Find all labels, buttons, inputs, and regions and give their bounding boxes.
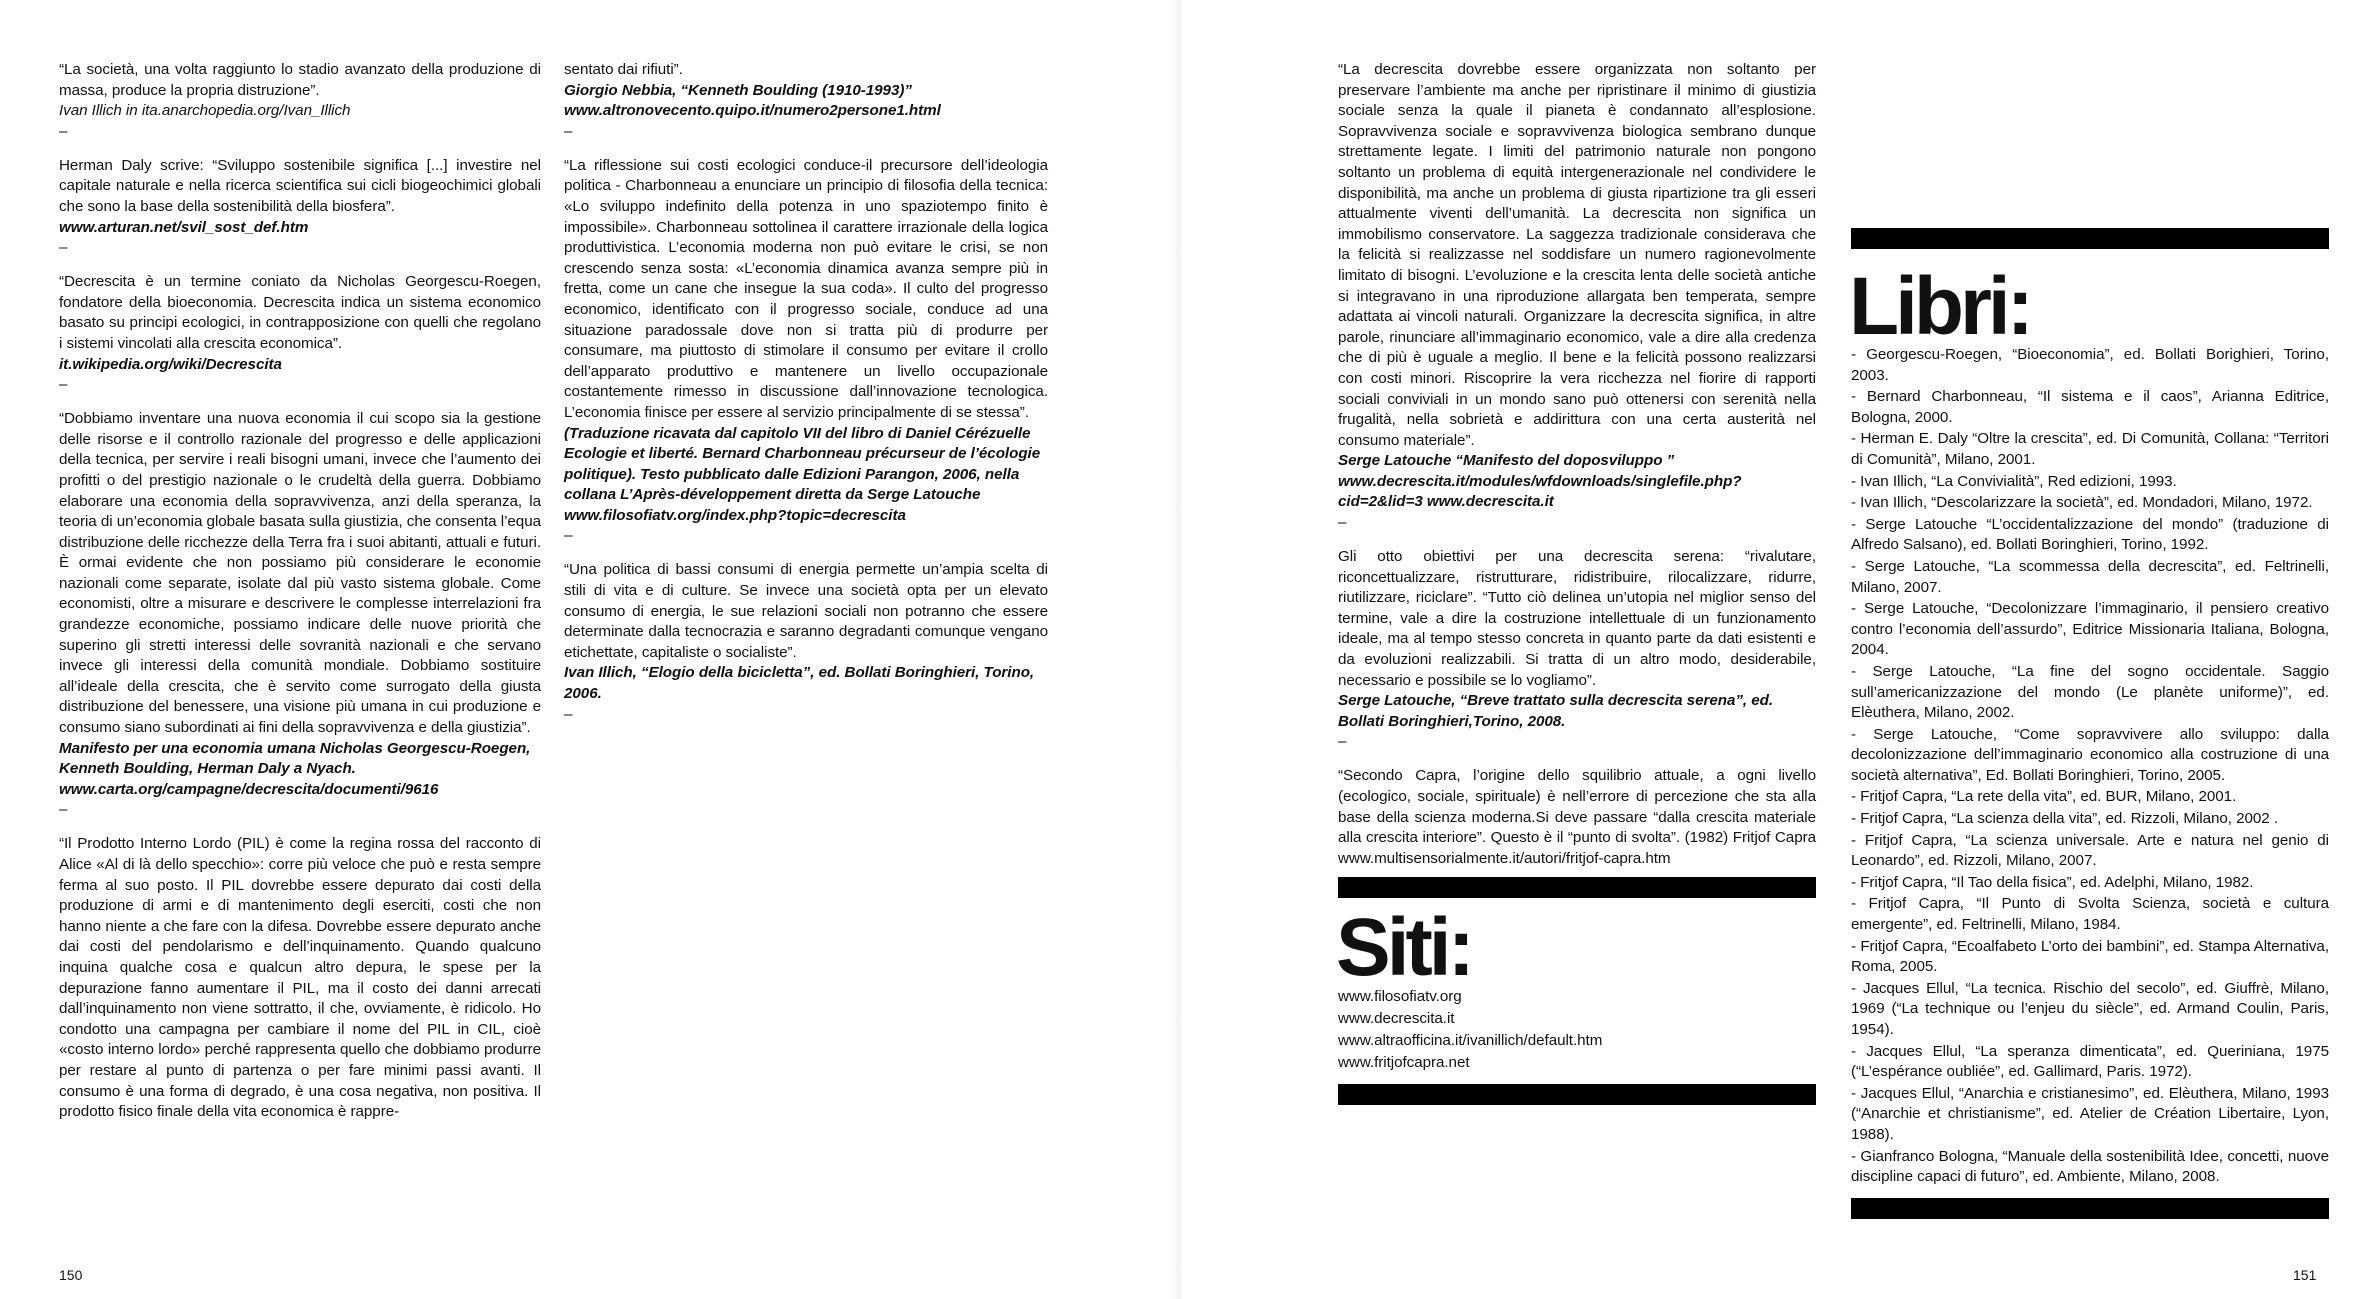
quote-text: “Una politica di bassi consumi di energia permette un’ampia scelta di stili di vita e di culture. Se invece una società opta per un elevato consumo di energia, le sue relazioni sociali non potranno che essere determinate dalla tecnocrazia e saranno degradanti comunque vengano etichettate, capitaliste o socialiste”. <box>564 561 1048 661</box>
site-link[interactable]: www.filosofiatv.org <box>1338 988 1462 1006</box>
book-entry: - Fritjof Capra, “La rete della vita”, ed. BUR, Milano, 2001. <box>1851 788 2237 806</box>
quote-source: Ivan Illich, “Elogio della bicicletta”, ed. Bollati Boringhieri, Torino, 2006. <box>564 664 1035 703</box>
book-entry: - Fritjof Capra, “Il Tao della fisica”, ed. Adelphi, Milano, 1982. <box>1851 873 2254 891</box>
right-column-2 <box>1851 60 2329 1219</box>
quote-source: Serge Latouche, “Breve trattato sulla decrescita serena”, ed. Bollati Boringhieri,Torino, 2008. <box>1338 692 1774 730</box>
black-divider-bar <box>1338 877 1816 898</box>
sites-list <box>1338 986 1816 1074</box>
book-entry: - Jacques Ellul, “Anarchia e cristianesimo”, ed. Elèuthera, Milano, 1993 (“Anarchie et christianisme”, ed. Atelier de Création Libertaire, Lyon, 1988). <box>1851 1084 2329 1143</box>
book-entry: - Serge Latouche, “Come sopravvivere allo sviluppo: dalla decolonizzazione dell’immaginario economico alla costruzione di una società alternativa”, Ed. Bollati Boringhieri, Torino, 2005. <box>1851 725 2329 784</box>
book-entry: - Serge Latouche, “Decolonizzare l’immaginario, il pensiero creativo contro l’economia dell’assurdo”, Editrice Missionaria Italiana, Bologna, 2004. <box>1851 600 2329 659</box>
separator-dash: – <box>564 527 573 545</box>
quote-source: Serge Latouche “Manifesto del doposviluppo ” www.decrescita.it/modules/wfdownloads/singlefile.php?cid=2&lid=3 www.decrescita.it <box>1338 452 1742 511</box>
books-list <box>1851 345 2329 1188</box>
libri-heading: Libri: <box>1849 261 2030 352</box>
quote-text: “Secondo Capra, l’origine dello squilibrio attuale, a ogni livello (ecologico, sociale, spirituale) è nell’errore di percezione che sta alla base della scienza moderna.Si deve passare “dalla crescita materiale alla crescita interiore”. Questo è il “punto di svolta”. (1982) Fritjof Capra www.multisensorialmente.it/autori/fritjof-capra.htm <box>1338 767 1816 867</box>
separator-dash: – <box>59 239 68 257</box>
book-entry: - Fritjof Capra, “Il Punto di Svolta Scienza, società e cultura emergente”, ed. Feltrinelli, Milano, 1984. <box>1851 895 2329 934</box>
separator-dash: – <box>59 122 68 140</box>
book-entry: - Ivan Illich, “La Convivialità”, Red edizioni, 1993. <box>1851 472 2177 490</box>
left-column-1 <box>59 60 541 1123</box>
right-column-1 <box>1338 60 1816 1105</box>
book-entry: - Herman E. Daly “Oltre la crescita”, ed. Di Comunità, Collana: “Territori di Comunità”, Milano, 2001. <box>1851 430 2329 468</box>
page-number: 151 <box>2293 1267 2317 1283</box>
book-entry: - Jacques Ellul, “La tecnica. Rischio del secolo”, ed. Giuffrè, Milano, 1969 (“La technique ou l’enjeu du siècle”, ed. Armand Coulin, Paris, 1954). <box>1851 979 2329 1038</box>
book-entry: - Fritjof Capra, “La scienza universale. Arte e natura nel genio di Leonardo”, ed. Rizzoli, Milano, 2007. <box>1851 831 2329 870</box>
book-entry: - Bernard Charbonneau, “Il sistema e il caos”, Arianna Editrice, Bologna, 2000. <box>1851 388 2329 426</box>
left-column-2 <box>564 60 1048 739</box>
quote-source: it.wikipedia.org/wiki/Decrescita <box>59 355 282 373</box>
quote-source: Giorgio Nebbia, “Kenneth Boulding (1910-1993)” www.altronovecento.quipo.it/numero2persone1.html <box>564 81 941 120</box>
quote-source: Manifesto per una economia umana Nicholas Georgescu-Roegen, Kenneth Boulding, Herman Daly a Nyach. www.carta.org/campagne/decrescita/documenti/9616 <box>59 739 531 798</box>
separator-dash: – <box>1338 733 1347 751</box>
book-entry: - Ivan Illich, “Descolarizzare la società”, ed. Mondadori, Milano, 1972. <box>1851 494 2313 512</box>
book-entry: - Jacques Ellul, “La speranza dimenticata”, ed. Queriniana, 1975 (“L’espérance oubliée”, ed. Gallimard, Paris. 1972). <box>1851 1042 2329 1081</box>
book-entry: - Gianfranco Bologna, “Manuale della sostenibilità Idee, concetti, nuove discipline capaci di futuro”, ed. Ambiente, Milano, 2008. <box>1851 1147 2329 1186</box>
book-entry: - Georgescu-Roegen, “Bioeconomia”, ed. Bollati Borighieri, Torino, 2003. <box>1851 346 2329 384</box>
separator-dash: – <box>564 122 573 140</box>
quote-text: “La decrescita dovrebbe essere organizzata non soltanto per preservare l’ambiente ma anche per ripristinare il minimo di giustizia sociale senza la quale il pianeta è condannato all’esplosione. Sopravvivenza sociale e sopravvivenza biologica sembrano dunque strettamente legate. I limiti del patrimonio naturale non pongono soltanto un problema di equità intergenerazionale nel condividere le disponibilità, ma anche un problema di giusta ripartizione tra gli esseri attualmente viventi dell’umanità. La decrescita non significa un immobilismo conservatore. La saggezza tradizionale considerava che la felicità si realizzasse nel soddisfare un numero ragionevolmente limitato di bisogni. L’evoluzione e la crescita lenta delle società antiche si integravano in una riproduzione allargata ben temperata, sempre adattata ai vincoli naturali. Organizzare la decrescita significa, in altre parole, rinunciare all’immaginario economico, vale a dire alla credenza che di più è uguale a meglio. Il bene e la felicità possono realizzarsi con costi minori. Riscoprire la vera ricchezza nel fiorire di rapporti sociali conviviali in un mondo sano può ottenersi con serenità nella frugalità, nella sobrietà e addirittura con una certa austerità nel consumo materiale”. <box>1338 61 1816 449</box>
site-link[interactable]: www.fritjofcapra.net <box>1338 1054 1470 1072</box>
black-divider-bar <box>1851 228 2329 249</box>
quote-text: Gli otto obiettivi per una decrescita serena: “rivalutare, riconcettualizzare, ristrutturare, ridistribuire, rilocalizzare, ridurre, riutilizzare, riciclare”. “Tutto ciò delinea un’utopia nel miglior senso del termine, vale a dire la costruzione intellettuale di un funzionamento ideale, ma al tempo stesso concreta in quanto parte da dati esistenti e da evoluzioni realizzabili. Si tratta di un altro modo, desiderabile, necessario e possibile se lo vogliamo”. <box>1338 548 1816 689</box>
book-entry: - Serge Latouche, “La scommessa della decrescita”, ed. Feltrinelli, Milano, 2007. <box>1851 557 2329 596</box>
quote-source: Ivan Illich in ita.anarchopedia.org/Ivan_Illich <box>59 102 351 120</box>
quote-text: “La riflessione sui costi ecologici conduce-il precursore dell’ideologia politica - Charbonneau a enunciare un principio di filosofia della tecnica: «Lo sviluppo indefinito della potenza in uno spaziotempo finito è impossibile». Charbonneau sottolinea il carattere irrazionale della logica produttivistica. L’economia moderna non può evitare le crisi, se non crescendo senza sosta: «L’economia dinamica avanza sempre più in fretta, come un cane che insegue la sua coda». Il culto del progresso economico, identificato con il progresso sociale, conduce ad una situazione paradossale dove non si tratta più di produrre per consumare, ma piuttosto di stimolare il consumo per evitare il crollo dell’apparato produttivo e mantenere un livello occupazionale costantemente rimesso in discussione dall’innovazione tecnologica. L’economia finisce per essere al servizio principalmente di se stessa”. <box>564 156 1048 421</box>
book-entry: - Fritjof Capra, “La scienza della vita”, ed. Rizzoli, Milano, 2002 . <box>1851 810 2279 828</box>
book-entry: - Serge Latouche “L’occidentalizzazione del mondo” (traduzione di Alfredo Salsano), ed. Bollati Boringhieri, Torino, 1992. <box>1851 515 2329 554</box>
quote-source: www.arturan.net/svil_sost_def.htm <box>59 218 309 236</box>
quote-text: “La società, una volta raggiunto lo stadio avanzato della produzione di massa, produce la propria distruzione”. <box>59 61 541 99</box>
separator-dash: – <box>1338 514 1347 532</box>
site-link[interactable]: www.altraofficina.it/ivanillich/default.htm <box>1338 1032 1603 1050</box>
quote-text: “Dobbiamo inventare una nuova economia il cui scopo sia la gestione delle risorse e il controllo razionale del progresso e delle applicazioni della tecnica, per servire i reali bisogni umani, invece che l’aumento dei profitti o del prestigio nazionale o le crudeltà della guerra. Dobbiamo elaborare una economia della sopravvivenza, anzi della speranza, la teoria di un’economia globale basata sulla giustizia, che consenta l’equa distribuzione delle ricchezze della Terra fra i suoi abitanti, attuali e futuri. È ormai evidente che non possiamo più considerare le economie nazionali come separate, isolate dal più vasto sistema globale. Come economisti, oltre a misurare e descrivere le complesse interrelazioni fra grandezze economiche, possiamo indicare delle nuove priorità che superino gli stretti interessi delle sovranità nazionali e che servano invece gli interessi della comunità mondiale. Dobbiamo sostituire all’ideale della crescita, che è servito come surrogato della giusta distribuzione del benessere, una visione più umana in cui produzione e consumo siano subordinati ai fini della sopravvivenza e della giustizia”. <box>59 410 541 737</box>
separator-dash: – <box>59 801 68 819</box>
black-divider-bar <box>1338 1084 1816 1105</box>
site-link[interactable]: www.decrescita.it <box>1338 1010 1455 1028</box>
quote-source: (Traduzione ricavata dal capitolo VII del libro di Daniel Cérézuelle Ecologie et liberté. Bernard Charbonneau précurseur de l’écologie politique). Testo pubblicato dalle Edizioni Parangon, 2006, nella collana L’Après-développement diretta da Serge Latouche www.filosofiatv.org/index.php?topic=decrescita <box>564 424 1041 524</box>
book-entry: - Serge Latouche, “La fine del sogno occidentale. Saggio sull’americanizzazione del mondo (Le planète uniforme)”, ed. Elèuthera, Milano, 2002. <box>1851 662 2329 722</box>
page-number: 150 <box>59 1267 83 1283</box>
separator-dash: – <box>564 705 573 723</box>
black-divider-bar <box>1851 1198 2329 1219</box>
quote-text: Herman Daly scrive: “Sviluppo sostenibile significa [...] investire nel capitale naturale e nella ricerca scientifica sui cicli biogeochimici globali che sono la base della sostenibilità della biosfera”. <box>59 156 541 215</box>
quote-text: “Il Prodotto Interno Lordo (PIL) è come la regina rossa del racconto di Alice «Al di là dello specchio»: corre più veloce che può e resta sempre ferma al suo posto. Il PIL dovrebbe essere depurato dai costi della produzione di armi e di mantenimento degli eserciti, costi che non hanno niente a che fare con la difesa. Dovrebbe essere depurato anche dai costi del pendolarismo e dell’inquinamento. Quando qualcuno inquina qualche cosa e qualcun altro depura, le spese per la depurazione fanno aumentare il PIL, ma il costo dei danni arrecati dall’inquinamento non viene sottratto, il che, ovviamente, è ridicolo. Ho condotto una campagna per cambiare il nome del PIL in CIL, cioè «costo interno lordo» perché rappresenta quello che dobbiamo produrre per restare al punto di partenza o per fare minimi passi avanti. Il consumo è una forma di degrado, è una cosa negativa, non positiva. Il prodotto fisico finale della vita economica è rappre- <box>59 835 541 1121</box>
siti-heading: Siti: <box>1336 902 1471 994</box>
quote-text: sentato dai rifiuti”. <box>564 61 683 78</box>
separator-dash: – <box>59 376 68 394</box>
quote-text: “Decrescita è un termine coniato da Nicholas Georgescu-Roegen, fondatore della bioeconomia. Decrescita indica un sistema economico basato su principi ecologici, in contrapposizione con quelli che regolano i sistemi vincolati alla crescita economica”. <box>59 273 541 352</box>
book-entry: - Fritjof Capra, “Ecoalfabeto L’orto dei bambini”, ed. Stampa Alternativa, Roma, 2005. <box>1851 937 2329 976</box>
